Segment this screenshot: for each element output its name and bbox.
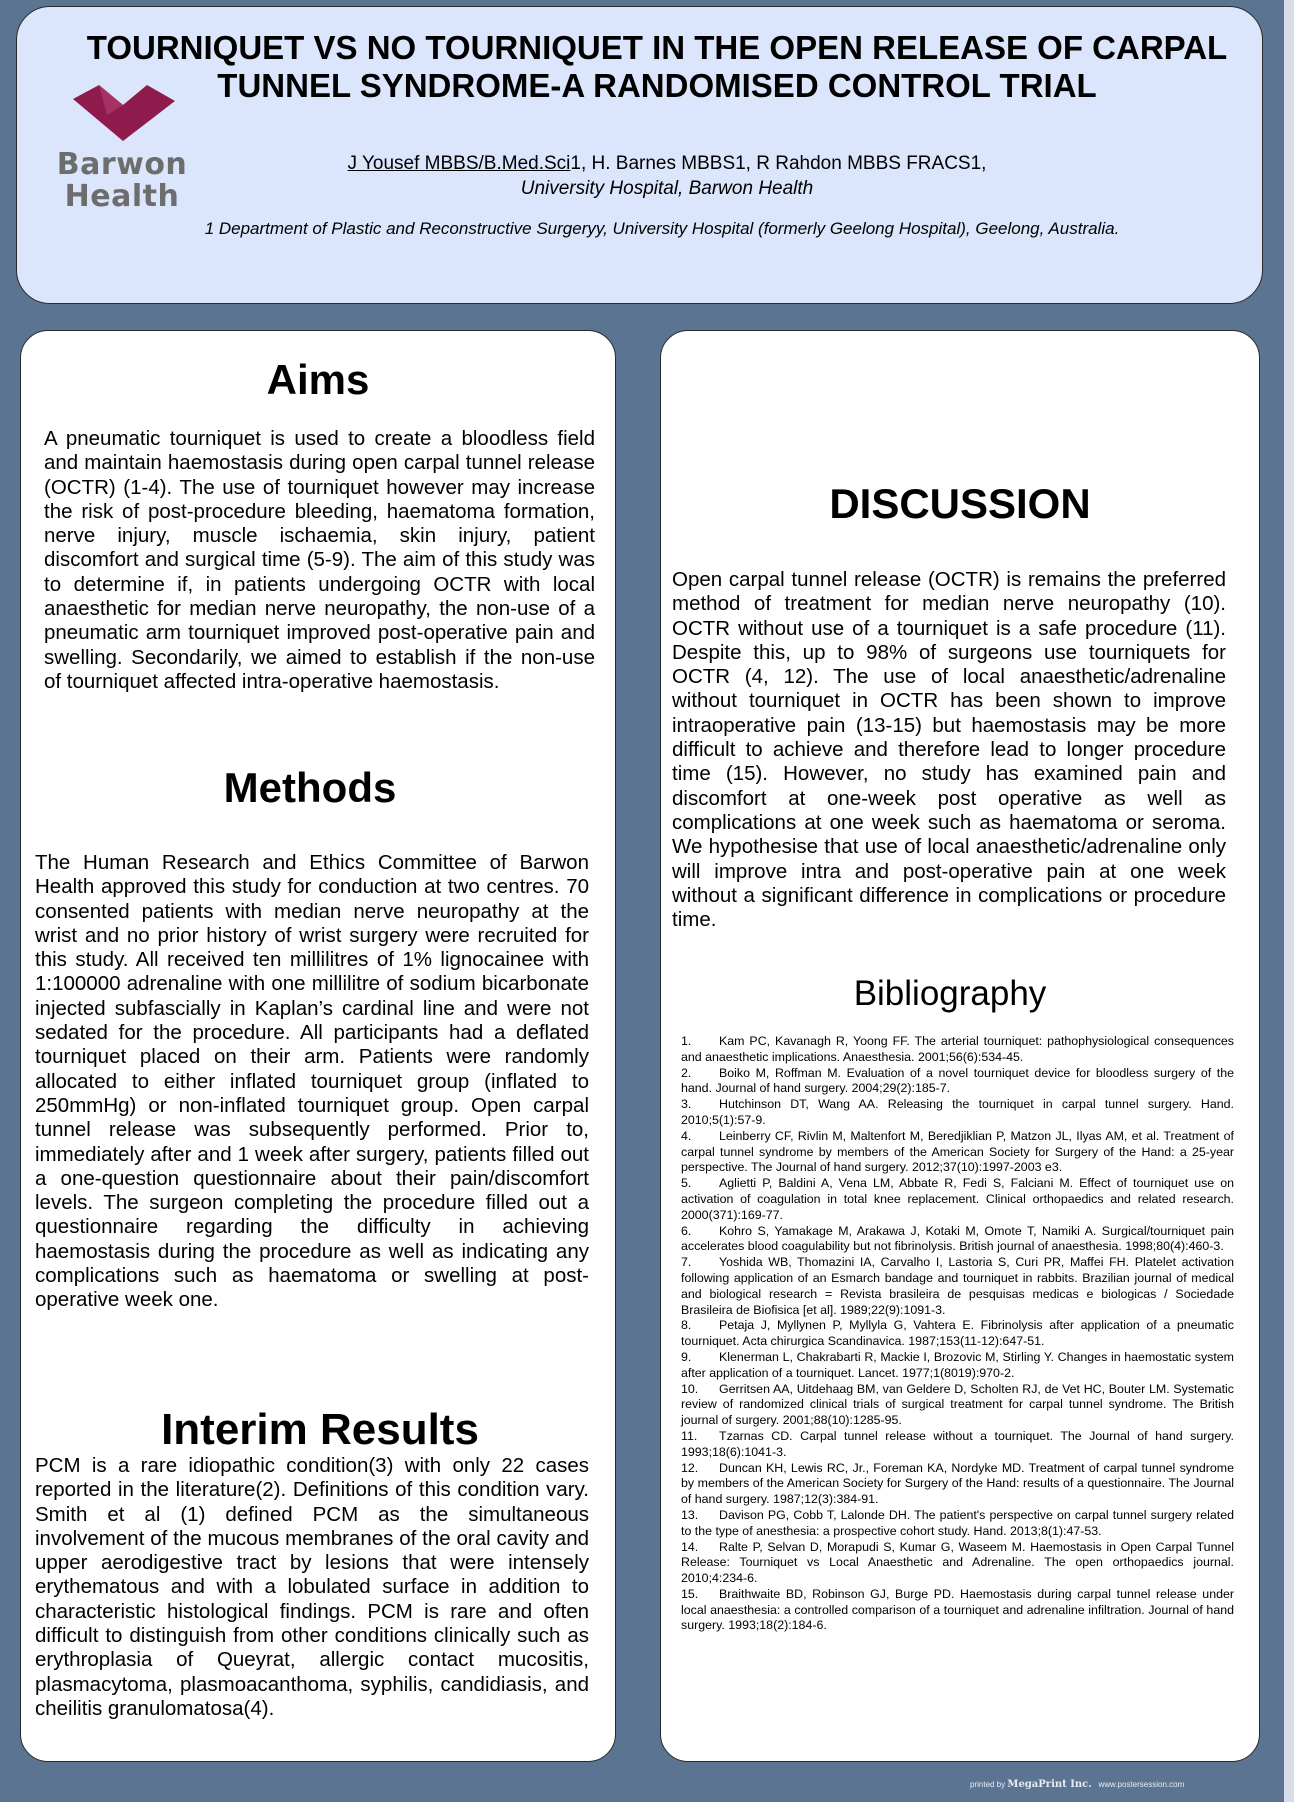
methods-heading: Methods xyxy=(223,764,397,811)
printer-credit xyxy=(970,1779,1184,1790)
bibliography-entry-number: 8. xyxy=(681,1318,692,1333)
bibliography-entry-text: Hutchinson DT, Wang AA. Releasing the tourniquet in carpal tunnel surgery. Hand. 2010;5(1):57-9. xyxy=(681,1097,1234,1127)
bibliography-entry-text: Leinberry CF, Rivlin M, Maltenfort M, Beredjiklian P, Matzon JL, Ilyas AM, et al. Treatment of carpal tunnel syndrome by members of the American Society for Surgery of the Hand: a 25-year perspective. The Journal of hand surgery. 2012;37(10):1997-2003 e3. xyxy=(681,1128,1234,1175)
bibliography-entry xyxy=(681,1224,1234,1256)
bibliography-entry-text: Klenerman L, Chakrabarti R, Mackie I, Brozovic M, Stirling Y. Changes in haemostatic system after application of a tourniquet. Lancet. 1977;1(8019):970-2. xyxy=(681,1349,1234,1380)
bibliography-entry xyxy=(681,1034,1234,1066)
bibliography-entry-number: 11. xyxy=(681,1428,698,1443)
bibliography-entry-number: 4. xyxy=(681,1128,692,1143)
aims-heading: Aims xyxy=(266,356,370,403)
author-block xyxy=(117,151,1217,201)
poster-header xyxy=(16,6,1263,304)
bibliography-list xyxy=(681,1034,1234,1634)
bibliography-entry-text: Ralte P, Selvan D, Morapudi S, Kumar G, Waseem M. Haemostasis in Open Carpal Tunnel Release: Tourniquet vs Local Anaesthetic and Adrenaline. The open orthopaedics journal. 2010;4:234-6. xyxy=(681,1539,1234,1586)
bibliography-entry-number: 6. xyxy=(681,1223,692,1238)
logo-text-line-2: Health xyxy=(64,179,180,214)
institution: University Hospital, Barwon Health xyxy=(520,178,814,199)
bibliography-entry-text: Braithwaite BD, Robinson GJ, Burge PD. Haemostasis during carpal tunnel release under local anaesthesia: a controlled comparison of a tourniquet and adrenaline infiltration. Journal of hand surgery. 1993;18(2):184-6. xyxy=(681,1586,1234,1633)
bibliography-entry-text: Tzarnas CD. Carpal tunnel release without a tourniquet. The Journal of hand surgery. 1993;18(6):1041-3. xyxy=(681,1428,1234,1459)
bibliography-entry xyxy=(681,1382,1234,1429)
bibliography-entry xyxy=(681,1508,1234,1540)
title-line-1: TOURNIQUET VS NO TOURNIQUET IN THE OPEN RELEASE OF CARPAL xyxy=(86,29,1228,66)
bibliography-entry-text: Duncan KH, Lewis RC, Jr., Foreman KA, Nordyke MD. Treatment of carpal tunnel syndrome by members of the American Society for Surgery of the Hand: results of a questionnaire. The Journal of hand surgery. 1987;12(3):384-91. xyxy=(681,1460,1234,1507)
affiliation: 1 Department of Plastic and Reconstructive Surgeryy, University Hospital (formerly Geelong Hospital), Geelong, Australia. xyxy=(204,219,1120,238)
bibliography-entry-number: 1. xyxy=(681,1034,692,1048)
bibliography-entry xyxy=(681,1255,1234,1318)
bibliography-entry-text: Petaja J, Myllynen P, Myllyla G, Vahtera E. Fibrinolysis after application of a pneumatic tourniquet. Acta chirurgica Scandinavica. 1987;153(11-12):647-51. xyxy=(681,1318,1234,1349)
bibliography-entry-number: 2. xyxy=(681,1065,692,1080)
other-authors: 1, H. Barnes MBBS1, R Rahdon MBBS FRACS1, xyxy=(570,153,987,174)
bibliography-entry-number: 12. xyxy=(681,1460,699,1475)
bibliography-entry xyxy=(681,1429,1234,1461)
right-edge-strip xyxy=(1284,0,1294,1802)
bibliography-entry-text: Kam PC, Kavanagh R, Yoong FF. The arterial tourniquet: pathophysiological consequences and anaesthetic implications. Anaesthesia. 2001;56(6):534-45. xyxy=(681,1034,1234,1064)
results-text: PCM is a rare idiopathic condition(3) with only 22 cases reported in the literature(2). Definitions of this condition vary. Smith et al (1) defined PCM as the simultaneous involvement of the mucous membranes of the oral cavity and upper aerodigestive tract by lesions that were intensely erythematous and with a lobulated surface in addition to characteristic histological findings. PCM is rare and often difficult to distinguish from other conditions clinically such as erythroplasia of Queyrat, allergic contact mucositis, plasmacytoma, plasmoacanthoma, syphilis, candidiasis, and cheilitis granulomatosa(4). xyxy=(35,1454,589,1720)
bibliography-entry-number: 13. xyxy=(681,1507,699,1522)
bibliography-entry xyxy=(681,1540,1234,1587)
bibliography-entry-number: 5. xyxy=(681,1176,692,1191)
discussion-heading: DISCUSSION xyxy=(829,480,1091,527)
bibliography-entry-text: Gerritsen AA, Uitdehaag BM, van Geldere D, Scholten RJ, de Vet HC, Bouter LM. Systematic review of randomized clinical trials of surgical treatment for carpal tunnel syndrome. The British journal of surgery. 2001;88(10):1285-95. xyxy=(681,1381,1234,1428)
bibliography-entry-number: 10. xyxy=(681,1381,699,1396)
bibliography-entry-text: Aglietti P, Baldini A, Vena LM, Abbate R, Fedi S, Falciani M. Effect of tourniquet use on activation of coagulation in total knee replacement. Clinical orthopaedics and related research. 2000(371):169-77. xyxy=(681,1176,1234,1222)
bibliography-entry xyxy=(681,1461,1234,1508)
author-line xyxy=(117,151,1217,176)
results-heading: Interim Results xyxy=(161,1405,479,1454)
bibliography-entry xyxy=(681,1587,1234,1634)
bibliography-entry-number: 3. xyxy=(681,1097,692,1112)
bibliography-entry-text: Kohro S, Yamakage M, Arakawa J, Kotaki M, Omote T, Namiki A. Surgical/tourniquet pain accelerates blood coagulability but not fibrinolysis. British journal of anaesthesia. 1998;80(4):460-3. xyxy=(681,1223,1234,1254)
bibliography-entry-number: 14. xyxy=(681,1539,699,1554)
printed-by-label: printed by xyxy=(970,1780,1006,1789)
bibliography-entry xyxy=(681,1066,1234,1098)
aims-text: A pneumatic tourniquet is used to create a bloodless field and maintain haemostasis during open carpal tunnel release (OCTR) (1-4). The use of tourniquet however may increase the risk of post-procedure bleeding, haematoma formation, nerve injury, muscle ischaemia, skin injury, patient discomfort and surgical time (5-9). The aim of this study was to determine if, in patients undergoing OCTR with local anaesthetic for median nerve neuropathy, the non-use of a pneumatic arm tourniquet improved post-operative pain and swelling. Secondarily, we aimed to establish if the non-use of tourniquet affected intra-operative haemostasis. xyxy=(44,427,595,693)
bibliography-entry-text: Boiko M, Roffman M. Evaluation of a novel tourniquet device for bloodless surgery of the hand. Journal of hand surgery. 2004;29(2):185-7. xyxy=(681,1065,1234,1096)
bibliography-entry xyxy=(681,1129,1234,1176)
first-author: J Yousef MBBS/B.Med.Sci xyxy=(347,153,571,174)
poster-title xyxy=(57,29,1257,105)
discussion-text: Open carpal tunnel release (OCTR) is remains the preferred method of treatment for median nerve neuropathy (10). OCTR without use of a tourniquet is a safe procedure (11). Despite this, up to 98% of surgeons use tourniquets for OCTR (4, 12). The use of local anaesthetic/adrenaline without tourniquet in OCTR has been shown to improve intraoperative pain (13-15) but haemostasis may be more difficult to achieve and therefore lead to longer procedure time (15). However, no study has examined pain and discomfort at one-week post operative as well as complications at one week such as haematoma or seroma. We hypothesise that use of local anaesthetic/adrenaline only will improve intra and post-operative pain at one week without a significant difference in complications or procedure time. xyxy=(672,568,1226,932)
bibliography-heading: Bibliography xyxy=(853,974,1047,1013)
printer-website: www.postersession.com xyxy=(1098,1780,1185,1789)
bibliography-entry-text: Yoshida WB, Thomazini IA, Carvalho I, Lastoria S, Curi PR, Maffei FH. Platelet activation following application of an Esmarch bandage and tourniquet in rabbits. Brazilian journal of medical and biological research = Revista brasileira de pesquisas medicas e biologicas / Sociedade Brasileira de Biofisica [et al]. 1989;22(9):1091-3. xyxy=(681,1255,1234,1317)
logo-text-line-1: Barwon xyxy=(56,147,188,182)
title-line-2: TUNNEL SYNDROME-A RANDOMISED CONTROL TRIAL xyxy=(217,67,1097,104)
bibliography-entry-number: 15. xyxy=(681,1586,699,1601)
bibliography-entry xyxy=(681,1176,1234,1223)
bibliography-entry-number: 7. xyxy=(681,1255,692,1270)
bibliography-entry-text: Davison PG, Cobb T, Lalonde DH. The patient's perspective on carpal tunnel surgery related to the type of anesthesia: a prospective cohort study. Hand. 2013;8(1):47-53. xyxy=(681,1507,1234,1538)
bibliography-entry-number: 9. xyxy=(681,1349,692,1364)
bibliography-entry xyxy=(681,1318,1234,1350)
methods-text: The Human Research and Ethics Committee of Barwon Health approved this study for conduction at two centres. 70 consented patients with median nerve neuropathy at the wrist and no prior history of wrist surgery were recruited for this study. All received ten millilitres of 1% lignocainee with 1:100000 adrenaline with one millilitre of sodium bicarbonate injected subfascially in Kaplan’s cardinal line and were not sedated for the procedure. All participants had a deflated tourniquet placed on their arm. Patients were randomly allocated to either inflated tourniquet group (inflated to 250mmHg) or non-inflated tourniquet group. Open carpal tunnel release was subsequently performed. Prior to, immediately after and 1 week after surgery, patients filled out a one-question questionnaire about their pain/discomfort levels. The surgeon completing the procedure filled out a questionnaire regarding the difficulty in achieving haemostasis during the procedure as well as indicating any complications such as haematoma or swelling at post-operative week one. xyxy=(35,851,589,1312)
bibliography-entry xyxy=(681,1350,1234,1382)
bibliography-entry xyxy=(681,1097,1234,1129)
printer-brand: MegaPrint Inc. xyxy=(1007,1779,1092,1790)
